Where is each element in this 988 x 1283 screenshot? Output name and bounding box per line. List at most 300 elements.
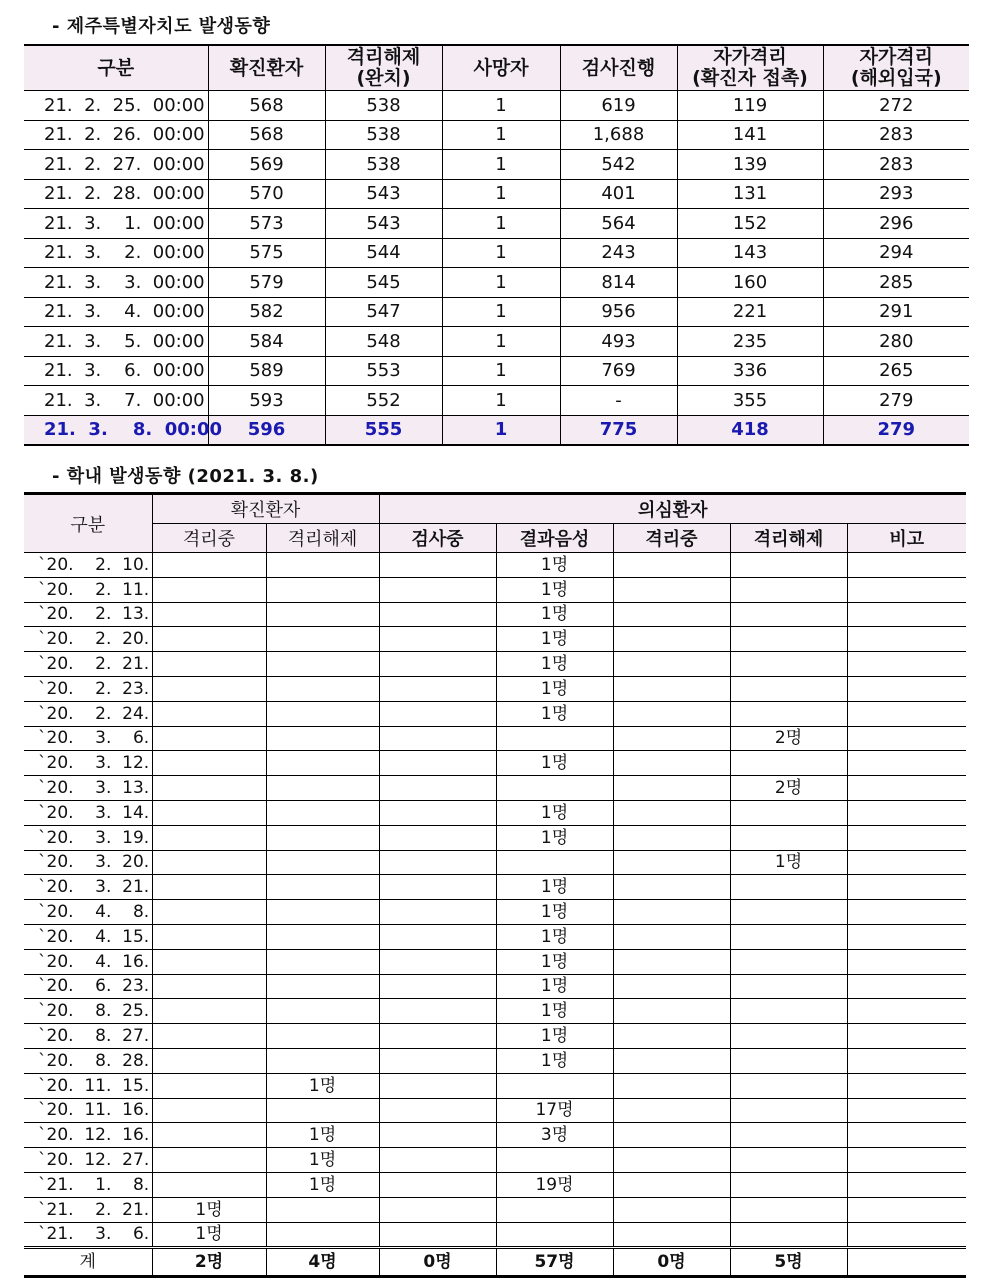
cell-confirmed: 575 xyxy=(208,238,325,268)
cell-testing xyxy=(379,553,496,578)
cell-negative: 1명 xyxy=(496,1048,613,1073)
cell-date: 21. 3. 6. 00:00 xyxy=(24,356,208,386)
cell-confirmed-isolating xyxy=(152,875,266,900)
cell-deaths: 1 xyxy=(442,356,560,386)
table-row xyxy=(24,1222,966,1248)
cell-suspected-isolating xyxy=(613,1048,730,1073)
cell-suspected-released xyxy=(730,1123,847,1148)
cell-date: `20. 12. 27. xyxy=(24,1148,152,1173)
cell-self-isolation-overseas: 279 xyxy=(823,386,969,416)
cell-confirmed-isolating xyxy=(152,553,266,578)
cell-suspected-released xyxy=(730,627,847,652)
table-row xyxy=(24,900,966,925)
subheader-testing: 검사중 xyxy=(379,524,496,553)
cell-confirmed-isolating xyxy=(152,949,266,974)
cell-suspected-released xyxy=(730,553,847,578)
cell-testing xyxy=(379,1098,496,1123)
cell-testing xyxy=(379,1073,496,1098)
table-row xyxy=(24,676,966,701)
cell-deaths: 1 xyxy=(442,268,560,298)
cell-negative: 1명 xyxy=(496,974,613,999)
cell-deaths: 1 xyxy=(442,297,560,327)
subheader-suspected-isolating: 격리중 xyxy=(613,524,730,553)
table-row xyxy=(24,800,966,825)
cell-testing xyxy=(379,800,496,825)
cell-suspected-released xyxy=(730,1098,847,1123)
cell-testing: 956 xyxy=(560,297,677,327)
cell-self-isolation-overseas: 283 xyxy=(823,120,969,150)
cell-suspected-isolating xyxy=(613,825,730,850)
header-testing: 검사진행 xyxy=(560,45,677,91)
table-row xyxy=(24,268,969,298)
cell-self-isolation-overseas: 285 xyxy=(823,268,969,298)
cell-suspected-isolating xyxy=(613,627,730,652)
cell-remarks xyxy=(847,726,966,751)
cell-confirmed-released xyxy=(266,1048,379,1073)
cell-confirmed-released xyxy=(266,726,379,751)
cell-remarks xyxy=(847,900,966,925)
cell-confirmed-released xyxy=(266,1098,379,1123)
header-category: 구분 xyxy=(24,45,208,91)
cell-self-isolation-overseas: 272 xyxy=(823,91,969,121)
table-row xyxy=(24,602,966,627)
cell-suspected-released xyxy=(730,949,847,974)
cell-date: `20. 8. 27. xyxy=(24,1024,152,1049)
cell-confirmed-isolating xyxy=(152,850,266,875)
cell-remarks xyxy=(847,701,966,726)
subheader-confirmed-isolating: 격리중 xyxy=(152,524,266,553)
cell-confirmed: 568 xyxy=(208,91,325,121)
header-line: 격리해제 xyxy=(346,46,421,68)
cell-testing: 493 xyxy=(560,327,677,357)
cell-remarks xyxy=(847,924,966,949)
cell-self-isolation-overseas: 265 xyxy=(823,356,969,386)
cell-suspected-released xyxy=(730,676,847,701)
cell-self-isolation-contact: 141 xyxy=(677,120,823,150)
cell-suspected-isolating xyxy=(613,553,730,578)
cell-date: `20. 2. 20. xyxy=(24,627,152,652)
cell-suspected-released xyxy=(730,1048,847,1073)
cell-confirmed-released xyxy=(266,1197,379,1222)
cell-date: `21. 2. 21. xyxy=(24,1197,152,1222)
table-row xyxy=(24,209,969,239)
cell-negative: 19명 xyxy=(496,1172,613,1197)
cell-suspected-isolating xyxy=(613,701,730,726)
cell-suspected-isolating xyxy=(613,1172,730,1197)
table-row xyxy=(24,974,966,999)
cell-date: 21. 2. 25. 00:00 xyxy=(24,91,208,121)
cell-date: 21. 3. 1. 00:00 xyxy=(24,209,208,239)
header-line: 자가격리 xyxy=(859,46,933,68)
cell-negative: 1명 xyxy=(496,602,613,627)
cell-confirmed-isolating xyxy=(152,1123,266,1148)
cell-suspected-released xyxy=(730,900,847,925)
table-row xyxy=(24,1123,966,1148)
cell-negative: 1명 xyxy=(496,751,613,776)
table-row xyxy=(24,1172,966,1197)
table-row xyxy=(24,553,966,578)
cell-testing xyxy=(379,577,496,602)
cell-confirmed-isolating xyxy=(152,726,266,751)
cell-remarks xyxy=(847,875,966,900)
cell-released: 552 xyxy=(325,386,442,416)
cell-negative: 1명 xyxy=(496,900,613,925)
cell-testing xyxy=(379,850,496,875)
subheader-remarks: 비고 xyxy=(847,524,966,553)
cell-self-isolation-overseas: 283 xyxy=(823,150,969,180)
table-row xyxy=(24,150,969,180)
cell-testing xyxy=(379,875,496,900)
cell-confirmed-released xyxy=(266,900,379,925)
cell-remarks xyxy=(847,800,966,825)
cell-released: 545 xyxy=(325,268,442,298)
cell-date: `20. 3. 12. xyxy=(24,751,152,776)
cell-confirmed-released: 1명 xyxy=(266,1172,379,1197)
cell-deaths: 1 xyxy=(442,415,560,445)
cell-suspected-isolating xyxy=(613,676,730,701)
cell-date: `20. 2. 13. xyxy=(24,602,152,627)
campus-status-table xyxy=(24,492,966,1278)
cell-self-isolation-contact: 131 xyxy=(677,179,823,209)
cell-released: 555 xyxy=(325,415,442,445)
cell-deaths: 1 xyxy=(442,120,560,150)
cell-confirmed: 593 xyxy=(208,386,325,416)
cell-confirmed-released: 1명 xyxy=(266,1073,379,1098)
table-row xyxy=(24,1048,966,1073)
cell-remarks xyxy=(847,1222,966,1248)
cell-negative: 1명 xyxy=(496,924,613,949)
total-testing: 0명 xyxy=(379,1248,496,1277)
header-line: 자가격리 xyxy=(713,46,787,68)
cell-confirmed-released xyxy=(266,850,379,875)
cell-self-isolation-contact: 221 xyxy=(677,297,823,327)
cell-date: 21. 3. 8. 00:00 xyxy=(24,415,208,445)
cell-confirmed: 582 xyxy=(208,297,325,327)
cell-remarks xyxy=(847,825,966,850)
cell-date: `20. 4. 8. xyxy=(24,900,152,925)
table-row xyxy=(24,999,966,1024)
cell-confirmed-isolating: 1명 xyxy=(152,1222,266,1248)
cell-date: `20. 12. 16. xyxy=(24,1123,152,1148)
cell-confirmed-isolating xyxy=(152,676,266,701)
cell-suspected-isolating xyxy=(613,1123,730,1148)
cell-confirmed-isolating xyxy=(152,999,266,1024)
cell-date: `20. 3. 6. xyxy=(24,726,152,751)
cell-self-isolation-overseas: 293 xyxy=(823,179,969,209)
cell-remarks xyxy=(847,627,966,652)
cell-date: `20. 11. 16. xyxy=(24,1098,152,1123)
cell-suspected-released xyxy=(730,825,847,850)
header-suspected-group: 의심환자 xyxy=(379,494,966,524)
cell-remarks xyxy=(847,1048,966,1073)
table-row xyxy=(24,875,966,900)
header-line: (확진자 접촉) xyxy=(692,67,808,89)
cell-negative: 1명 xyxy=(496,553,613,578)
cell-self-isolation-overseas: 280 xyxy=(823,327,969,357)
cell-date: 21. 3. 5. 00:00 xyxy=(24,327,208,357)
cell-released: 538 xyxy=(325,91,442,121)
cell-confirmed-isolating xyxy=(152,974,266,999)
cell-testing xyxy=(379,652,496,677)
header-confirmed: 확진환자 xyxy=(208,45,325,91)
total-negative: 57명 xyxy=(496,1248,613,1277)
cell-testing: 401 xyxy=(560,179,677,209)
cell-date: `20. 8. 28. xyxy=(24,1048,152,1073)
cell-confirmed-isolating xyxy=(152,900,266,925)
cell-confirmed-released xyxy=(266,553,379,578)
cell-testing: 564 xyxy=(560,209,677,239)
cell-suspected-released xyxy=(730,1148,847,1173)
cell-confirmed-released xyxy=(266,776,379,801)
cell-confirmed-released xyxy=(266,1222,379,1248)
cell-self-isolation-overseas: 279 xyxy=(823,415,969,445)
section-title-campus: - 학내 발생동향 (2021. 3. 8.) xyxy=(52,466,319,487)
cell-remarks xyxy=(847,751,966,776)
cell-testing xyxy=(379,1172,496,1197)
table-row xyxy=(24,327,969,357)
cell-date: `20. 2. 10. xyxy=(24,553,152,578)
cell-confirmed: 579 xyxy=(208,268,325,298)
cell-confirmed: 573 xyxy=(208,209,325,239)
cell-suspected-isolating xyxy=(613,602,730,627)
cell-suspected-released xyxy=(730,875,847,900)
cell-suspected-released xyxy=(730,999,847,1024)
cell-confirmed-released xyxy=(266,652,379,677)
cell-suspected-isolating xyxy=(613,999,730,1024)
cell-suspected-isolating xyxy=(613,652,730,677)
cell-testing xyxy=(379,924,496,949)
cell-self-isolation-contact: 139 xyxy=(677,150,823,180)
cell-released: 538 xyxy=(325,150,442,180)
cell-self-isolation-contact: 160 xyxy=(677,268,823,298)
table-row xyxy=(24,1148,966,1173)
cell-confirmed-released: 1명 xyxy=(266,1148,379,1173)
table-row xyxy=(24,1024,966,1049)
cell-confirmed-released xyxy=(266,949,379,974)
cell-self-isolation-contact: 336 xyxy=(677,356,823,386)
table-subheader-row xyxy=(24,524,966,553)
cell-suspected-released xyxy=(730,1073,847,1098)
cell-suspected-released xyxy=(730,1197,847,1222)
cell-date: `20. 3. 13. xyxy=(24,776,152,801)
cell-testing xyxy=(379,776,496,801)
cell-confirmed: 584 xyxy=(208,327,325,357)
cell-testing xyxy=(379,1024,496,1049)
cell-suspected-released xyxy=(730,652,847,677)
cell-suspected-released: 2명 xyxy=(730,726,847,751)
table-row xyxy=(24,179,969,209)
cell-confirmed: 589 xyxy=(208,356,325,386)
table-header-row xyxy=(24,494,966,524)
cell-testing: 619 xyxy=(560,91,677,121)
table-row xyxy=(24,776,966,801)
jeju-status-table xyxy=(24,44,969,446)
cell-suspected-released xyxy=(730,974,847,999)
cell-testing xyxy=(379,1197,496,1222)
cell-date: `20. 3. 14. xyxy=(24,800,152,825)
cell-confirmed-released xyxy=(266,627,379,652)
cell-suspected-isolating xyxy=(613,1098,730,1123)
cell-date: 21. 3. 3. 00:00 xyxy=(24,268,208,298)
cell-confirmed-isolating xyxy=(152,602,266,627)
cell-testing xyxy=(379,676,496,701)
cell-self-isolation-overseas: 291 xyxy=(823,297,969,327)
table-row xyxy=(24,825,966,850)
cell-remarks xyxy=(847,1098,966,1123)
cell-confirmed-isolating xyxy=(152,1024,266,1049)
cell-confirmed-isolating xyxy=(152,776,266,801)
table-row xyxy=(24,751,966,776)
total-suspected-isolating: 0명 xyxy=(613,1248,730,1277)
total-row xyxy=(24,1248,966,1277)
table-row xyxy=(24,356,969,386)
cell-deaths: 1 xyxy=(442,91,560,121)
table-row xyxy=(24,120,969,150)
cell-remarks xyxy=(847,1172,966,1197)
cell-negative: 1명 xyxy=(496,627,613,652)
header-released xyxy=(325,45,442,91)
cell-date: 21. 3. 4. 00:00 xyxy=(24,297,208,327)
cell-confirmed-isolating xyxy=(152,701,266,726)
table-row xyxy=(24,91,969,121)
cell-confirmed-isolating xyxy=(152,627,266,652)
cell-released: 543 xyxy=(325,209,442,239)
cell-suspected-released xyxy=(730,924,847,949)
subheader-negative: 결과음성 xyxy=(496,524,613,553)
cell-deaths: 1 xyxy=(442,209,560,239)
cell-negative: 1명 xyxy=(496,999,613,1024)
cell-remarks xyxy=(847,553,966,578)
cell-testing: 542 xyxy=(560,150,677,180)
cell-deaths: 1 xyxy=(442,238,560,268)
cell-suspected-isolating xyxy=(613,1148,730,1173)
cell-confirmed-isolating xyxy=(152,1098,266,1123)
header-self-isolation-overseas xyxy=(823,45,969,91)
cell-date: `20. 3. 21. xyxy=(24,875,152,900)
cell-negative: 1명 xyxy=(496,676,613,701)
cell-date: `20. 2. 23. xyxy=(24,676,152,701)
cell-suspected-isolating xyxy=(613,974,730,999)
cell-negative xyxy=(496,1222,613,1248)
cell-suspected-isolating xyxy=(613,900,730,925)
cell-released: 553 xyxy=(325,356,442,386)
cell-confirmed: 569 xyxy=(208,150,325,180)
cell-confirmed-released xyxy=(266,602,379,627)
table-header-row xyxy=(24,45,969,91)
cell-testing: - xyxy=(560,386,677,416)
cell-testing xyxy=(379,1222,496,1248)
cell-testing xyxy=(379,1048,496,1073)
cell-testing: 1,688 xyxy=(560,120,677,150)
cell-negative: 1명 xyxy=(496,577,613,602)
cell-suspected-released xyxy=(730,800,847,825)
total-suspected-released: 5명 xyxy=(730,1248,847,1277)
table-row xyxy=(24,1098,966,1123)
cell-suspected-released xyxy=(730,1222,847,1248)
cell-testing xyxy=(379,627,496,652)
table-row xyxy=(24,949,966,974)
cell-testing xyxy=(379,726,496,751)
cell-confirmed-released xyxy=(266,676,379,701)
cell-date: 21. 3. 7. 00:00 xyxy=(24,386,208,416)
cell-deaths: 1 xyxy=(442,327,560,357)
cell-testing: 243 xyxy=(560,238,677,268)
cell-deaths: 1 xyxy=(442,386,560,416)
total-confirmed-released: 4명 xyxy=(266,1248,379,1277)
total-label: 계 xyxy=(24,1248,152,1277)
cell-suspected-released xyxy=(730,1024,847,1049)
table-row xyxy=(24,415,969,445)
cell-remarks xyxy=(847,1123,966,1148)
cell-suspected-released: 2명 xyxy=(730,776,847,801)
cell-confirmed-released xyxy=(266,999,379,1024)
cell-remarks xyxy=(847,602,966,627)
cell-self-isolation-overseas: 294 xyxy=(823,238,969,268)
cell-date: 21. 2. 28. 00:00 xyxy=(24,179,208,209)
cell-testing xyxy=(379,900,496,925)
cell-suspected-released xyxy=(730,751,847,776)
cell-confirmed-released: 1명 xyxy=(266,1123,379,1148)
cell-suspected-released xyxy=(730,1172,847,1197)
cell-suspected-released xyxy=(730,701,847,726)
cell-suspected-isolating xyxy=(613,924,730,949)
cell-date: `20. 2. 24. xyxy=(24,701,152,726)
cell-testing xyxy=(379,949,496,974)
cell-released: 543 xyxy=(325,179,442,209)
cell-negative: 1명 xyxy=(496,875,613,900)
cell-remarks xyxy=(847,1024,966,1049)
cell-suspected-isolating xyxy=(613,1024,730,1049)
cell-testing: 775 xyxy=(560,415,677,445)
cell-confirmed-released xyxy=(266,577,379,602)
cell-negative: 17명 xyxy=(496,1098,613,1123)
cell-date: `20. 4. 16. xyxy=(24,949,152,974)
cell-negative xyxy=(496,776,613,801)
cell-testing: 769 xyxy=(560,356,677,386)
cell-suspected-released xyxy=(730,577,847,602)
cell-suspected-isolating xyxy=(613,1197,730,1222)
cell-confirmed: 570 xyxy=(208,179,325,209)
table-row xyxy=(24,652,966,677)
table-row xyxy=(24,238,969,268)
header-line: (완치) xyxy=(356,67,411,89)
table-row xyxy=(24,627,966,652)
cell-confirmed-released xyxy=(266,974,379,999)
cell-testing xyxy=(379,751,496,776)
table-row xyxy=(24,577,966,602)
table-row xyxy=(24,850,966,875)
table-row xyxy=(24,924,966,949)
cell-negative xyxy=(496,850,613,875)
cell-negative xyxy=(496,1197,613,1222)
cell-self-isolation-contact: 143 xyxy=(677,238,823,268)
table-row xyxy=(24,701,966,726)
cell-date: `20. 2. 21. xyxy=(24,652,152,677)
cell-testing xyxy=(379,1123,496,1148)
header-confirmed-group: 확진환자 xyxy=(152,494,379,524)
header-line: (해외입국) xyxy=(850,67,942,89)
cell-suspected-isolating xyxy=(613,850,730,875)
cell-negative: 1명 xyxy=(496,1024,613,1049)
cell-confirmed: 568 xyxy=(208,120,325,150)
cell-testing xyxy=(379,825,496,850)
cell-date: `20. 8. 25. xyxy=(24,999,152,1024)
cell-negative: 1명 xyxy=(496,701,613,726)
table-row xyxy=(24,297,969,327)
cell-negative: 3명 xyxy=(496,1123,613,1148)
cell-deaths: 1 xyxy=(442,179,560,209)
cell-confirmed-isolating xyxy=(152,1073,266,1098)
